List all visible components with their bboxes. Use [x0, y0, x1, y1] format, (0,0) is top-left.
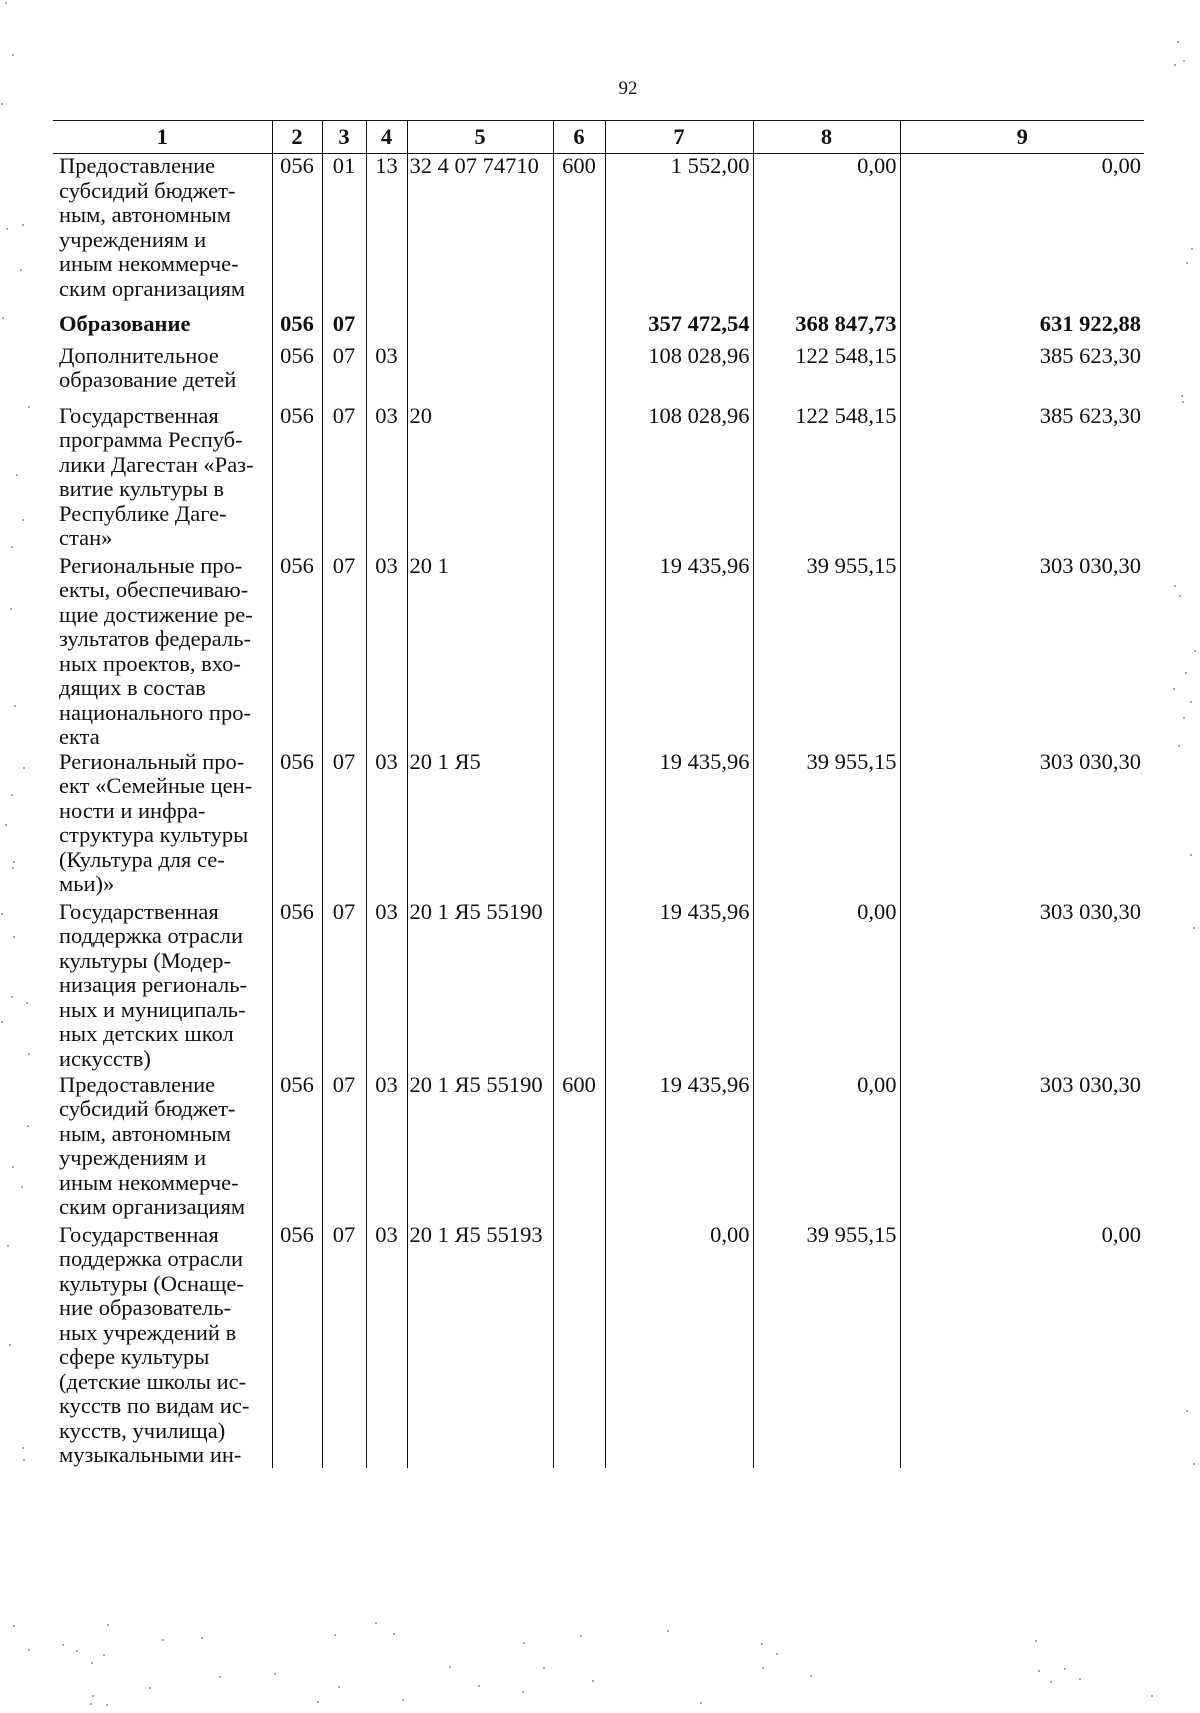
scan-speck — [1194, 650, 1196, 652]
target-article: 20 1 Я5 55193 — [407, 1223, 553, 1468]
scan-speck — [12, 867, 14, 869]
section-code: 07 — [322, 344, 366, 404]
scan-speck — [7, 1245, 9, 1247]
amount-year-2: 39 955,15 — [753, 750, 900, 900]
amount-year-1: 19 435,96 — [605, 750, 753, 900]
row-name-line: Предоставление — [59, 153, 216, 178]
scan-speck — [1183, 60, 1185, 62]
scan-speck — [1064, 1668, 1066, 1670]
scan-speck — [28, 1053, 30, 1055]
subsection-code: 03 — [366, 344, 407, 404]
row-name-line: Государственная — [59, 898, 219, 924]
amount-year-3: 631 922,88 — [900, 304, 1144, 344]
scan-speck — [449, 1666, 451, 1668]
expense-type — [553, 304, 605, 344]
scan-speck — [20, 269, 22, 271]
row-name-line: Дополнительное — [59, 342, 219, 368]
scan-speck — [1035, 1640, 1037, 1642]
subsection-code: 03 — [366, 1073, 407, 1223]
scan-speck — [274, 1673, 276, 1675]
section-code: 07 — [322, 750, 366, 900]
section-code: 07 — [322, 1223, 366, 1468]
scan-speck — [5, 2, 7, 4]
section-code: 07 — [322, 304, 366, 344]
row-name-line: зультатов федераль- — [59, 626, 251, 651]
row-name — [53, 154, 272, 304]
scan-speck — [9, 1344, 11, 1346]
row-name-line: стан» — [59, 525, 113, 550]
row-name-line: Региональные про- — [59, 552, 243, 578]
amount-year-2: 122 548,15 — [753, 344, 900, 404]
row-name-line: лики Дагестан «Раз- — [59, 451, 254, 477]
expense-type — [553, 900, 605, 1073]
scan-speck — [12, 1166, 14, 1168]
section-code: 07 — [322, 554, 366, 750]
row-name-line: искусств) — [59, 1045, 151, 1071]
row-name-line: Республике Даге- — [59, 500, 227, 526]
row-name-line: культуры (Оснаще- — [59, 1270, 244, 1296]
scan-speck — [402, 1699, 404, 1701]
row-name-line: кусств, училища) — [59, 1417, 226, 1443]
column-header-3: 3 — [322, 121, 366, 154]
row-name-line: культуры (Модер- — [59, 947, 232, 973]
row-name-line: екты, обеспечиваю- — [59, 577, 249, 602]
amount-year-1: 108 028,96 — [605, 404, 753, 554]
row-name-line: (Культура для се- — [59, 846, 225, 872]
row-name-line: сфере культуры — [59, 1344, 210, 1369]
row-name-line: ным, автономным — [59, 1120, 231, 1146]
row-name-line: ных учреждений в — [59, 1319, 237, 1345]
amount-year-2: 122 548,15 — [753, 404, 900, 554]
row-name-line: программа Респуб- — [59, 427, 243, 452]
scan-speck — [90, 1703, 92, 1705]
scan-speck — [1193, 927, 1195, 929]
scan-speck — [22, 224, 24, 226]
row-name-line: национального про- — [59, 699, 251, 725]
scan-speck — [11, 546, 13, 548]
scan-speck — [13, 936, 15, 938]
amount-year-3: 303 030,30 — [900, 554, 1144, 750]
table-row — [53, 1073, 1144, 1223]
admin-code: 056 — [272, 404, 322, 554]
scan-speck — [667, 1630, 669, 1632]
row-name — [53, 1073, 272, 1223]
amount-year-3: 303 030,30 — [900, 900, 1144, 1073]
scan-speck — [12, 54, 14, 56]
row-name-line: низация региональ- — [59, 972, 247, 997]
scan-speck — [28, 406, 30, 408]
table-row — [53, 154, 1144, 304]
subsection-code: 13 — [366, 154, 407, 304]
scan-speck — [21, 1186, 23, 1188]
scan-speck — [1190, 854, 1192, 856]
scan-speck — [393, 1633, 395, 1635]
scan-speck — [592, 1680, 594, 1682]
scan-speck — [1050, 1681, 1052, 1683]
scan-speck — [91, 1662, 93, 1664]
scan-speck — [2, 317, 4, 319]
scan-speck — [1182, 401, 1184, 403]
scan-speck — [14, 705, 16, 707]
scan-speck — [6, 228, 8, 230]
table-row — [53, 344, 1144, 404]
scan-speck — [1177, 41, 1179, 43]
table-row — [53, 900, 1144, 1073]
expense-type — [553, 750, 605, 900]
subsection-code: 03 — [366, 750, 407, 900]
target-article: 32 4 07 74710 — [407, 154, 553, 304]
scan-speck — [375, 1622, 377, 1624]
row-name-line: субсидий бюджет- — [59, 1096, 236, 1121]
scan-speck — [1174, 585, 1176, 587]
scan-speck — [11, 996, 13, 998]
scan-speck — [1181, 395, 1183, 397]
scan-speck — [13, 1625, 15, 1627]
row-name-line: мьи)» — [59, 871, 115, 896]
scan-speck — [761, 1643, 763, 1645]
scan-speck — [22, 519, 24, 521]
subsection-code: 03 — [366, 1223, 407, 1468]
column-header-2: 2 — [272, 121, 322, 154]
row-name-line: учреждениям и — [59, 1145, 207, 1170]
row-name-line: дящих в состав — [59, 675, 206, 700]
target-article: 20 1 Я5 55190 — [407, 900, 553, 1073]
amount-year-1: 19 435,96 — [605, 900, 753, 1073]
scan-speck — [10, 608, 12, 610]
row-name-line: ским организациям — [59, 1194, 246, 1219]
scan-speck — [107, 1624, 109, 1626]
table-header-row — [53, 121, 1144, 154]
scan-speck — [1190, 701, 1192, 703]
column-header-4: 4 — [366, 121, 407, 154]
scan-speck — [149, 1687, 151, 1689]
scan-speck — [1179, 595, 1181, 597]
amount-year-2: 0,00 — [753, 154, 900, 304]
scan-speck — [62, 1644, 64, 1646]
expense-type — [553, 404, 605, 554]
scan-speck — [522, 1691, 524, 1693]
scan-speck — [1183, 717, 1185, 719]
scan-speck — [338, 1686, 340, 1688]
scan-speck — [1178, 745, 1180, 747]
scan-speck — [1038, 1670, 1040, 1672]
admin-code: 056 — [272, 344, 322, 404]
scan-speck — [23, 767, 25, 769]
amount-year-3: 0,00 — [900, 154, 1144, 304]
section-code: 07 — [322, 404, 366, 554]
scan-speck — [523, 1642, 525, 1644]
target-article — [407, 344, 553, 404]
table-row — [53, 750, 1144, 900]
row-name-line: учреждениям и — [59, 226, 207, 252]
row-name-line: Образование — [59, 310, 191, 336]
scan-speck — [16, 474, 18, 476]
scan-speck — [27, 1125, 29, 1127]
subsection-code: 03 — [366, 404, 407, 554]
row-name-line: ние образователь- — [59, 1295, 232, 1320]
amount-year-2: 0,00 — [753, 900, 900, 1073]
scan-speck — [11, 794, 13, 796]
admin-code: 056 — [272, 304, 322, 344]
amount-year-1: 19 435,96 — [605, 554, 753, 750]
row-name-line: иным некоммерче- — [59, 1169, 239, 1195]
scan-speck — [1, 1021, 3, 1023]
row-name-line: Государственная — [59, 402, 219, 428]
section-code: 07 — [322, 900, 366, 1073]
scan-speck — [106, 1704, 108, 1706]
scan-speck — [1151, 1695, 1153, 1697]
table-row — [53, 1223, 1144, 1468]
amount-year-1: 357 472,54 — [605, 304, 753, 344]
scan-speck — [13, 861, 15, 863]
row-name — [53, 900, 272, 1073]
row-name-line: поддержка отрасли — [59, 1246, 244, 1271]
scan-speck — [317, 1701, 319, 1703]
scan-speck — [162, 1639, 164, 1641]
table-row — [53, 404, 1144, 554]
amount-year-3: 385 623,30 — [900, 404, 1144, 554]
row-name — [53, 404, 272, 554]
column-header-5: 5 — [407, 121, 553, 154]
expense-type — [553, 554, 605, 750]
scan-speck — [1079, 1678, 1081, 1680]
admin-code: 056 — [272, 154, 322, 304]
budget-table — [53, 120, 1144, 1468]
row-name — [53, 344, 272, 404]
subsection-code: 03 — [366, 900, 407, 1073]
amount-year-3: 303 030,30 — [900, 1073, 1144, 1223]
subsection-code — [366, 304, 407, 344]
scan-speck — [76, 1650, 78, 1652]
row-name-line: екта — [59, 724, 100, 749]
scan-speck — [23, 1459, 25, 1461]
column-header-9: 9 — [900, 121, 1144, 154]
scan-speck — [810, 1675, 812, 1677]
row-name-line: образование детей — [59, 367, 237, 392]
target-article: 20 1 — [407, 554, 553, 750]
row-name-line: иным некоммерче- — [59, 251, 239, 276]
table-row — [53, 304, 1144, 344]
scan-speck — [543, 1667, 545, 1669]
column-header-1: 1 — [53, 121, 272, 154]
admin-code: 056 — [272, 554, 322, 750]
row-name-line: Предоставление — [59, 1071, 216, 1097]
section-code: 07 — [322, 1073, 366, 1223]
amount-year-3: 385 623,30 — [900, 344, 1144, 404]
scan-speck — [1186, 1410, 1188, 1412]
scan-speck — [26, 1002, 28, 1004]
expense-type — [553, 1223, 605, 1468]
amount-year-3: 303 030,30 — [900, 750, 1144, 900]
row-name — [53, 1223, 272, 1468]
row-name-line: поддержка отрасли — [59, 923, 244, 948]
expense-type: 600 — [553, 154, 605, 304]
scan-speck — [1, 913, 3, 915]
subsection-code: 03 — [366, 554, 407, 750]
scan-speck — [1174, 64, 1176, 66]
amount-year-2: 368 847,73 — [753, 304, 900, 344]
amount-year-3: 0,00 — [900, 1223, 1144, 1468]
row-name — [53, 304, 272, 344]
scan-speck — [219, 1676, 221, 1678]
expense-type: 600 — [553, 1073, 605, 1223]
scan-speck — [1, 103, 3, 105]
row-name-line: ным, автономным — [59, 202, 231, 227]
scan-speck — [334, 1634, 336, 1636]
scan-speck — [28, 1649, 30, 1651]
row-name-line: ных и муниципаль- — [59, 996, 246, 1022]
amount-year-1: 108 028,96 — [605, 344, 753, 404]
row-name-line: кусств по видам ис- — [59, 1393, 250, 1418]
column-header-8: 8 — [753, 121, 900, 154]
expense-type — [553, 344, 605, 404]
amount-year-1: 1 552,00 — [605, 154, 753, 304]
scan-speck — [103, 1654, 105, 1656]
row-name-line: субсидий бюджет- — [59, 177, 236, 203]
row-name-line: ект «Семейные цен- — [59, 773, 253, 798]
scan-speck — [1173, 688, 1175, 690]
table-body — [53, 154, 1144, 1468]
row-name-line: музыкальными ин- — [59, 1442, 242, 1467]
target-article: 20 1 Я5 55190 — [407, 1073, 553, 1223]
admin-code: 056 — [272, 750, 322, 900]
scan-speck — [762, 1667, 764, 1669]
row-name-line: ским организациям — [59, 275, 246, 301]
page-number: 92 — [618, 78, 638, 99]
scan-speck — [1191, 248, 1193, 250]
scan-speck — [478, 1685, 480, 1687]
scan-speck — [776, 1653, 778, 1655]
scan-speck — [1186, 262, 1188, 264]
section-code: 01 — [322, 154, 366, 304]
scan-speck — [700, 1702, 702, 1704]
table-row — [53, 554, 1144, 750]
row-name-line: (детские школы ис- — [59, 1368, 247, 1394]
scan-speck — [1185, 672, 1187, 674]
scan-speck — [92, 1695, 94, 1697]
target-article: 20 — [407, 404, 553, 554]
row-name-line: ных проектов, вхо- — [59, 650, 241, 676]
target-article — [407, 304, 553, 344]
scan-speck — [22, 1447, 24, 1449]
row-name-line: ности и инфра- — [59, 797, 206, 823]
row-name-line: витие культуры в — [59, 476, 225, 501]
admin-code: 056 — [272, 1073, 322, 1223]
amount-year-1: 0,00 — [605, 1223, 753, 1468]
scan-speck — [580, 1635, 582, 1637]
admin-code: 056 — [272, 1223, 322, 1468]
row-name — [53, 554, 272, 750]
amount-year-1: 19 435,96 — [605, 1073, 753, 1223]
row-name-line: Государственная — [59, 1221, 219, 1247]
row-name-line: Региональный про- — [59, 748, 245, 774]
admin-code: 056 — [272, 900, 322, 1073]
row-name — [53, 750, 272, 900]
row-name-line: ных детских школ — [59, 1021, 234, 1046]
column-header-7: 7 — [605, 121, 753, 154]
scan-speck — [5, 824, 7, 826]
row-name-line: структура культуры — [59, 822, 249, 847]
column-header-6: 6 — [553, 121, 605, 154]
amount-year-2: 39 955,15 — [753, 1223, 900, 1468]
scan-speck — [1193, 1463, 1195, 1465]
row-name-line: щие достижение ре- — [59, 601, 253, 627]
amount-year-2: 0,00 — [753, 1073, 900, 1223]
target-article: 20 1 Я5 — [407, 750, 553, 900]
scan-speck — [201, 1637, 203, 1639]
amount-year-2: 39 955,15 — [753, 554, 900, 750]
